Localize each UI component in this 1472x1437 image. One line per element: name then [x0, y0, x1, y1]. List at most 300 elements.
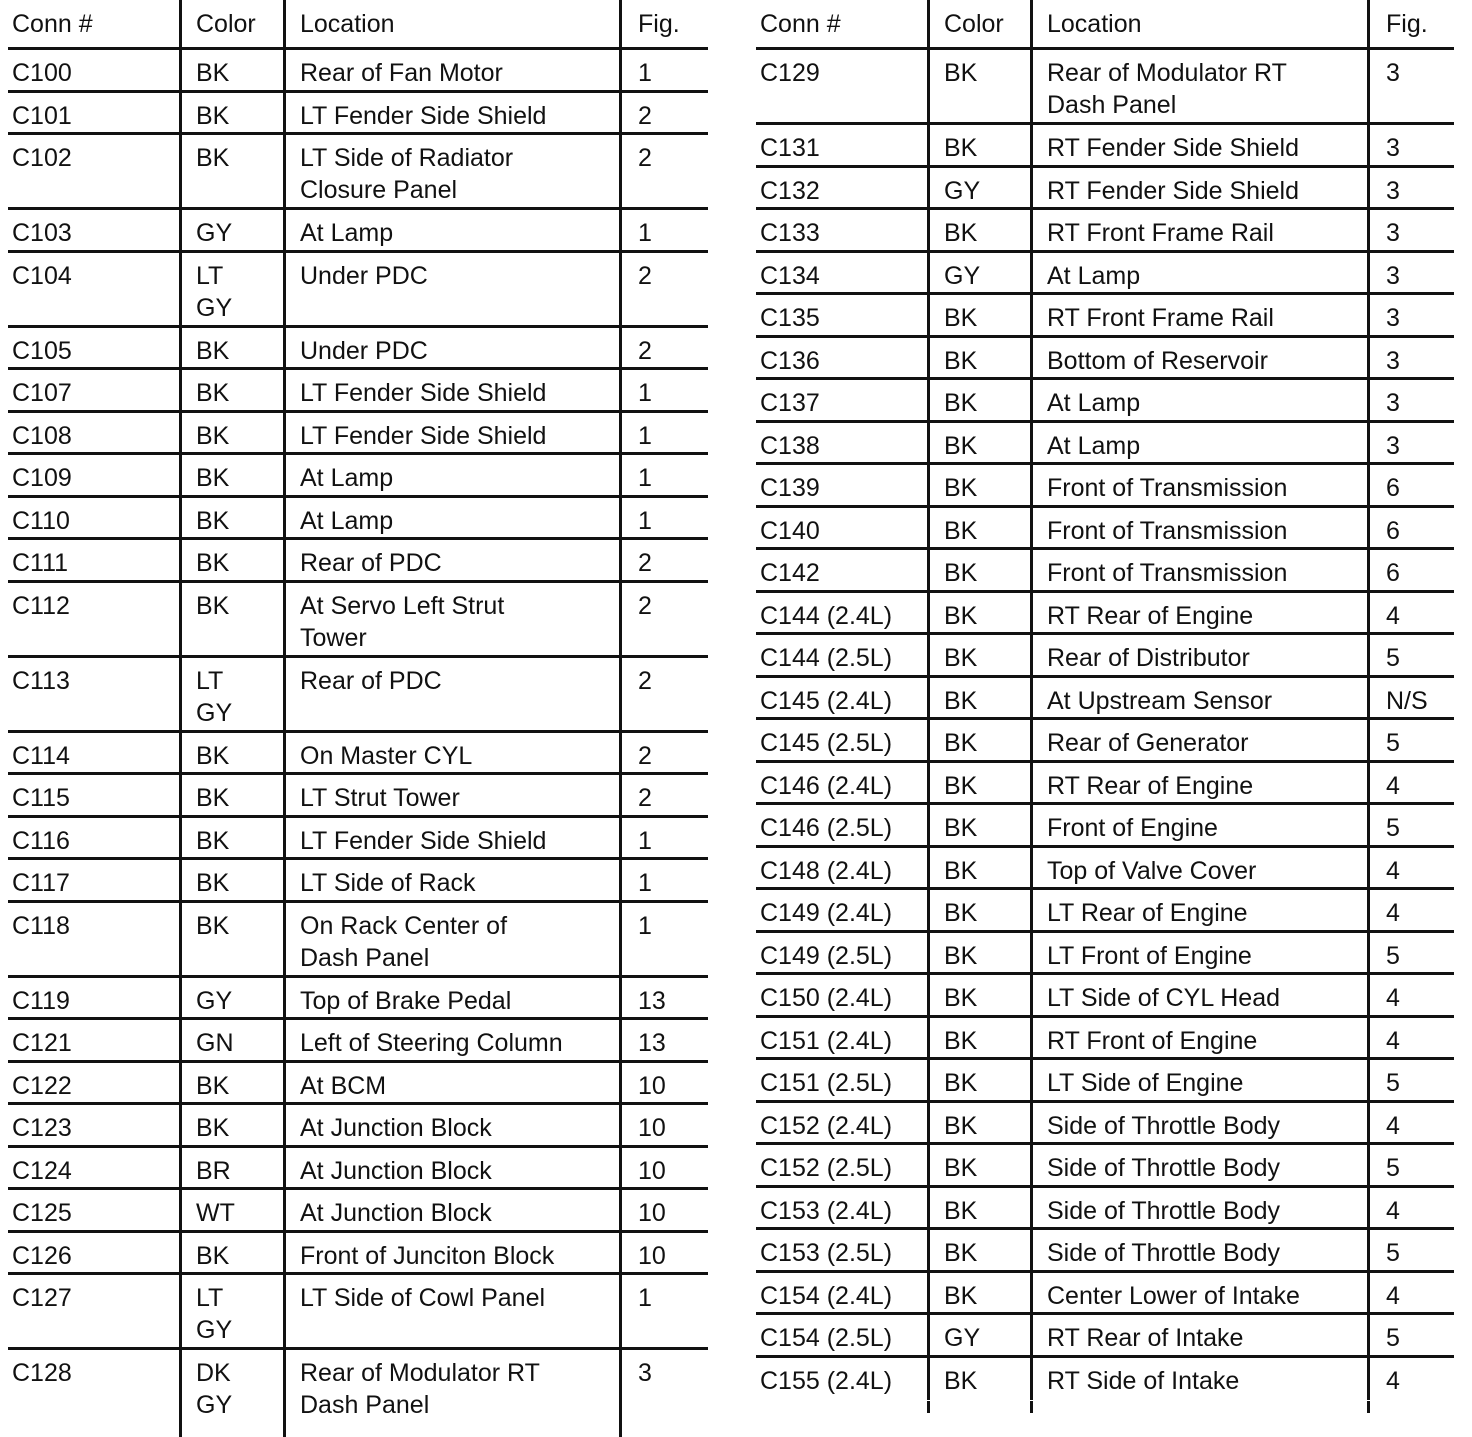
color-cell: BK [927, 1358, 1030, 1401]
conn-cell: C118 [12, 911, 70, 940]
table-row [756, 848, 1454, 891]
color-cell: BK [179, 455, 283, 495]
location-cell: At Servo Left Strut Tower [283, 583, 619, 655]
conn-cell: C107 [12, 379, 72, 407]
fig-cell: 4 [1367, 593, 1454, 633]
table-row [756, 1315, 1454, 1358]
color-cell: BK [179, 328, 283, 368]
location-cell: Front of Transmission [1030, 465, 1367, 505]
fig-cell: 3 [1367, 253, 1454, 293]
location-cell: RT Front Frame Rail [1030, 210, 1367, 250]
conn-cell: C145 (2.5L) [760, 729, 893, 757]
conn-cell: C134 [760, 261, 820, 290]
table-row [8, 903, 708, 978]
location-cell: Rear of Generator [1030, 720, 1367, 760]
table-row [756, 423, 1454, 466]
color-cell: BK [927, 805, 1030, 845]
table-row [756, 1018, 1454, 1061]
conn-cell: C136 [760, 346, 820, 375]
table-row [756, 720, 1454, 763]
color-cell: BK [927, 848, 1030, 888]
color-cell: BK [927, 210, 1030, 250]
column-rule [927, 1401, 930, 1413]
fig-cell: 1 [619, 903, 708, 975]
fig-cell: 4 [1367, 848, 1454, 888]
conn-cell: C101 [12, 101, 72, 130]
table-header-row [8, 0, 708, 50]
color-cell: BK [179, 93, 283, 133]
color-cell: BK [927, 975, 1030, 1015]
conn-cell: C150 (2.4L) [760, 984, 893, 1012]
fig-cell: 3 [1367, 125, 1454, 165]
location-cell: LT Rear of Engine [1030, 890, 1367, 930]
fig-cell: 1 [619, 860, 708, 900]
table-row [8, 1105, 708, 1148]
column-header-color: Color [927, 0, 1030, 47]
color-cell: BK [179, 775, 283, 815]
conn-cell: C113 [12, 666, 70, 695]
connector-table-right [756, 0, 1454, 1400]
color-cell: BK [927, 1273, 1030, 1313]
location-cell: On Master CYL [283, 733, 619, 773]
fig-cell: 10 [619, 1105, 708, 1145]
location-cell: At Lamp [1030, 380, 1367, 420]
color-cell: GY [927, 168, 1030, 208]
table-row [8, 370, 708, 413]
conn-cell: C153 (2.4L) [760, 1196, 893, 1225]
conn-cell: C132 [760, 176, 820, 205]
fig-cell: 4 [1367, 975, 1454, 1015]
table-row [756, 1145, 1454, 1188]
conn-cell: C142 [760, 559, 820, 587]
fig-cell: 1 [619, 1275, 708, 1347]
location-cell: At Junction Block [283, 1148, 619, 1188]
table-row [8, 135, 708, 210]
conn-cell: C111 [12, 549, 69, 577]
fig-cell: 10 [619, 1063, 708, 1103]
conn-cell: C152 (2.4L) [760, 1111, 893, 1140]
conn-cell: C151 (2.5L) [760, 1069, 893, 1097]
table-row [8, 455, 708, 498]
color-cell: BK [179, 903, 283, 975]
table-row [756, 1358, 1454, 1401]
column-rule [1367, 1401, 1370, 1413]
column-rule [1030, 1401, 1033, 1413]
fig-cell: 10 [619, 1190, 708, 1230]
location-cell: LT Fender Side Shield [283, 93, 619, 133]
table-row [8, 1233, 708, 1276]
color-cell: LT GY [179, 658, 283, 730]
location-cell: At Lamp [283, 498, 619, 538]
conn-cell: C129 [760, 59, 820, 87]
conn-cell: C131 [760, 134, 820, 162]
fig-cell: 2 [619, 583, 708, 655]
color-cell: BK [179, 733, 283, 773]
location-cell: At BCM [283, 1063, 619, 1103]
location-cell: LT Side of Radiator Closure Panel [283, 135, 619, 207]
location-cell: Side of Throttle Body [1030, 1230, 1367, 1270]
conn-cell: C135 [760, 304, 820, 332]
table-row [8, 978, 708, 1021]
color-cell: LT GY [179, 1275, 283, 1347]
conn-cell: C133 [760, 219, 820, 247]
fig-cell: 1 [619, 50, 708, 90]
table-row [756, 805, 1454, 848]
table-row [756, 210, 1454, 253]
color-cell: BK [179, 860, 283, 900]
color-cell: BK [927, 508, 1030, 548]
conn-cell: C146 (2.5L) [760, 814, 893, 842]
fig-cell: 10 [619, 1233, 708, 1273]
table-row [756, 1273, 1454, 1316]
color-cell: GY [927, 1315, 1030, 1355]
table-row [8, 658, 708, 733]
location-cell: Left of Steering Column [283, 1020, 619, 1060]
location-cell: LT Front of Engine [1030, 933, 1367, 973]
fig-cell: 4 [1367, 763, 1454, 803]
color-cell: BK [179, 498, 283, 538]
color-cell: BK [927, 1103, 1030, 1143]
table-row [756, 1103, 1454, 1146]
color-cell: BK [927, 465, 1030, 505]
conn-cell: C119 [12, 986, 70, 1015]
location-cell: At Lamp [283, 210, 619, 250]
table-row [756, 593, 1454, 636]
fig-cell: 3 [1367, 295, 1454, 335]
conn-cell: C102 [12, 144, 72, 172]
fig-cell: N/S [1367, 678, 1454, 718]
color-cell: BK [179, 583, 283, 655]
table-row [756, 933, 1454, 976]
location-cell: LT Side of Engine [1030, 1060, 1367, 1100]
fig-cell: 5 [1367, 805, 1454, 845]
conn-cell: C145 (2.4L) [760, 686, 893, 715]
table-row [756, 295, 1454, 338]
location-cell: Front of Engine [1030, 805, 1367, 845]
color-cell: BK [927, 423, 1030, 463]
table-row [756, 125, 1454, 168]
conn-cell: C144 (2.5L) [760, 644, 893, 672]
conn-cell: C125 [12, 1199, 72, 1227]
conn-cell: C140 [760, 516, 820, 545]
color-cell: BK [927, 1060, 1030, 1100]
column-header-color: Color [179, 0, 283, 47]
color-cell: BK [927, 678, 1030, 718]
table-row [756, 1188, 1454, 1231]
location-cell: LT Side of Rack [283, 860, 619, 900]
table-row [756, 380, 1454, 423]
table-row [756, 890, 1454, 933]
location-cell: LT Fender Side Shield [283, 413, 619, 453]
conn-cell: C138 [760, 431, 820, 460]
fig-cell: 1 [619, 818, 708, 858]
table-row [756, 635, 1454, 678]
color-cell: BK [927, 1188, 1030, 1228]
conn-cell: C127 [12, 1284, 72, 1312]
table-row [756, 1060, 1454, 1103]
color-cell: BK [927, 720, 1030, 760]
conn-cell: C153 (2.5L) [760, 1239, 893, 1267]
table-row [8, 1148, 708, 1191]
conn-cell: C146 (2.4L) [760, 771, 893, 800]
column-header-conn: Conn # [12, 10, 93, 38]
color-cell: BK [927, 635, 1030, 675]
fig-cell: 2 [619, 328, 708, 368]
fig-cell: 3 [619, 1350, 708, 1425]
table-row [756, 465, 1454, 508]
conn-cell: C154 (2.4L) [760, 1281, 893, 1310]
color-cell: BK [179, 50, 283, 90]
conn-cell: C108 [12, 421, 72, 450]
fig-cell: 4 [1367, 890, 1454, 930]
location-cell: RT Side of Intake [1030, 1358, 1367, 1401]
color-cell: BK [927, 933, 1030, 973]
table-row [8, 1350, 708, 1425]
location-cell: Top of Brake Pedal [283, 978, 619, 1018]
color-cell: BK [927, 295, 1030, 335]
fig-cell: 2 [619, 93, 708, 133]
table-row [756, 50, 1454, 125]
fig-cell: 3 [1367, 50, 1454, 122]
color-cell: BK [179, 370, 283, 410]
fig-cell: 3 [1367, 338, 1454, 378]
table-row [8, 253, 708, 328]
color-cell: GN [179, 1020, 283, 1060]
conn-cell: C151 (2.4L) [760, 1026, 893, 1055]
fig-cell: 4 [1367, 1358, 1454, 1401]
fig-cell: 1 [619, 498, 708, 538]
table-row [756, 678, 1454, 721]
conn-cell: C152 (2.5L) [760, 1154, 893, 1182]
color-cell: GY [179, 978, 283, 1018]
color-cell: BK [927, 338, 1030, 378]
fig-cell: 2 [619, 253, 708, 325]
conn-cell: C139 [760, 474, 820, 502]
location-cell: Side of Throttle Body [1030, 1103, 1367, 1143]
location-cell: Front of Transmission [1030, 550, 1367, 590]
fig-cell: 5 [1367, 1230, 1454, 1270]
table-row [8, 1020, 708, 1063]
fig-cell: 2 [619, 540, 708, 580]
fig-cell: 2 [619, 135, 708, 207]
fig-cell: 3 [1367, 210, 1454, 250]
fig-cell: 2 [619, 733, 708, 773]
conn-cell: C128 [12, 1359, 72, 1387]
fig-cell: 4 [1367, 1103, 1454, 1143]
location-cell: RT Front of Engine [1030, 1018, 1367, 1058]
fig-cell: 5 [1367, 1060, 1454, 1100]
location-cell: Side of Throttle Body [1030, 1188, 1367, 1228]
conn-cell: C117 [12, 869, 70, 897]
conn-cell: C149 (2.5L) [760, 941, 893, 970]
conn-cell: C110 [12, 506, 70, 535]
location-cell: RT Front Frame Rail [1030, 295, 1367, 335]
column-header-fig: Fig. [619, 0, 708, 47]
connector-table-left [8, 0, 708, 1425]
fig-cell: 13 [619, 978, 708, 1018]
table-row [8, 498, 708, 541]
color-cell: WT [179, 1190, 283, 1230]
table-row [8, 1190, 708, 1233]
location-cell: RT Fender Side Shield [1030, 125, 1367, 165]
fig-cell: 5 [1367, 635, 1454, 675]
location-cell: RT Fender Side Shield [1030, 168, 1367, 208]
conn-cell: C123 [12, 1114, 72, 1142]
color-cell: BK [179, 1105, 283, 1145]
location-cell: RT Rear of Engine [1030, 593, 1367, 633]
table-body-left [8, 50, 708, 1425]
location-cell: LT Side of CYL Head [1030, 975, 1367, 1015]
conn-cell: C124 [12, 1156, 72, 1185]
location-cell: Front of Junciton Block [283, 1233, 619, 1273]
color-cell: BK [927, 550, 1030, 590]
table-row [8, 1063, 708, 1106]
location-cell: On Rack Center of Dash Panel [283, 903, 619, 975]
conn-cell: C104 [12, 261, 72, 290]
table-row [8, 1275, 708, 1350]
fig-cell: 4 [1367, 1188, 1454, 1228]
column-rule [179, 1425, 182, 1437]
color-cell: BK [179, 1233, 283, 1273]
table-row [8, 818, 708, 861]
location-cell: At Lamp [1030, 253, 1367, 293]
color-cell: BR [179, 1148, 283, 1188]
fig-cell: 10 [619, 1148, 708, 1188]
table-row [756, 338, 1454, 381]
table-row [756, 168, 1454, 211]
color-cell: BK [927, 50, 1030, 122]
conn-cell: C144 (2.4L) [760, 601, 893, 630]
color-cell: BK [927, 1018, 1030, 1058]
table-row [8, 328, 708, 371]
color-cell: BK [927, 593, 1030, 633]
location-cell: LT Side of Cowl Panel [283, 1275, 619, 1347]
location-cell: Bottom of Reservoir [1030, 338, 1367, 378]
location-cell: Rear of Modulator RT Dash Panel [283, 1350, 619, 1425]
table-row [8, 583, 708, 658]
location-cell: Under PDC [283, 328, 619, 368]
location-cell: Front of Transmission [1030, 508, 1367, 548]
column-header-location: Location [283, 0, 619, 47]
conn-cell: C121 [12, 1029, 72, 1057]
fig-cell: 6 [1367, 550, 1454, 590]
conn-cell: C103 [12, 219, 72, 247]
fig-cell: 4 [1367, 1273, 1454, 1313]
fig-cell: 2 [619, 658, 708, 730]
conn-cell: C115 [12, 784, 70, 812]
location-cell: At Lamp [283, 455, 619, 495]
table-row [756, 763, 1454, 806]
conn-cell: C155 (2.4L) [760, 1366, 893, 1395]
location-cell: LT Fender Side Shield [283, 370, 619, 410]
fig-cell: 6 [1367, 508, 1454, 548]
column-header-location: Location [1030, 0, 1367, 47]
location-cell: RT Rear of Intake [1030, 1315, 1367, 1355]
fig-cell: 3 [1367, 380, 1454, 420]
fig-cell: 4 [1367, 1018, 1454, 1058]
fig-cell: 1 [619, 413, 708, 453]
color-cell: BK [927, 380, 1030, 420]
location-cell: Rear of Distributor [1030, 635, 1367, 675]
conn-cell: C149 (2.4L) [760, 899, 893, 927]
color-cell: BK [927, 1145, 1030, 1185]
location-cell: Top of Valve Cover [1030, 848, 1367, 888]
table-row [8, 733, 708, 776]
color-cell: BK [179, 1063, 283, 1103]
table-row [756, 508, 1454, 551]
color-cell: GY [179, 210, 283, 250]
conn-cell: C114 [12, 741, 70, 770]
fig-cell: 5 [1367, 1145, 1454, 1185]
fig-cell: 3 [1367, 168, 1454, 208]
location-cell: RT Rear of Engine [1030, 763, 1367, 803]
location-cell: Center Lower of Intake [1030, 1273, 1367, 1313]
color-cell: BK [927, 890, 1030, 930]
color-cell: BK [179, 413, 283, 453]
fig-cell: 13 [619, 1020, 708, 1060]
fig-cell: 6 [1367, 465, 1454, 505]
conn-cell: C116 [12, 826, 70, 855]
color-cell: BK [179, 540, 283, 580]
fig-cell: 1 [619, 455, 708, 495]
color-cell: BK [927, 1230, 1030, 1270]
fig-cell: 2 [619, 775, 708, 815]
table-row [756, 1230, 1454, 1273]
conn-cell: C109 [12, 464, 72, 492]
table-header-row [756, 0, 1454, 50]
color-cell: BK [179, 135, 283, 207]
location-cell: At Lamp [1030, 423, 1367, 463]
table-row [8, 860, 708, 903]
table-row [756, 550, 1454, 593]
column-header-fig: Fig. [1367, 0, 1454, 47]
table-row [756, 253, 1454, 296]
column-rule [283, 1425, 286, 1437]
location-cell: At Junction Block [283, 1105, 619, 1145]
table-body-right [756, 50, 1454, 1400]
location-cell: At Upstream Sensor [1030, 678, 1367, 718]
conn-cell: C137 [760, 389, 820, 417]
color-cell: GY [927, 253, 1030, 293]
conn-cell: C126 [12, 1241, 72, 1270]
location-cell: LT Strut Tower [283, 775, 619, 815]
column-rule [619, 1425, 622, 1437]
color-cell: BK [179, 818, 283, 858]
table-row [8, 413, 708, 456]
location-cell: LT Fender Side Shield [283, 818, 619, 858]
table-row [756, 975, 1454, 1018]
table-row [8, 540, 708, 583]
location-cell: At Junction Block [283, 1190, 619, 1230]
column-header-conn: Conn # [760, 10, 841, 38]
conn-cell: C122 [12, 1071, 72, 1100]
location-cell: Side of Throttle Body [1030, 1145, 1367, 1185]
color-cell: DK GY [179, 1350, 283, 1425]
fig-cell: 1 [619, 210, 708, 250]
color-cell: LT GY [179, 253, 283, 325]
fig-cell: 3 [1367, 423, 1454, 463]
color-cell: BK [927, 125, 1030, 165]
location-cell: Rear of PDC [283, 540, 619, 580]
table-row [8, 93, 708, 136]
conn-cell: C112 [12, 591, 70, 620]
location-cell: Rear of Modulator RT Dash Panel [1030, 50, 1367, 122]
location-cell: Under PDC [283, 253, 619, 325]
conn-cell: C100 [12, 59, 72, 87]
location-cell: Rear of Fan Motor [283, 50, 619, 90]
conn-cell: C148 (2.4L) [760, 856, 893, 885]
fig-cell: 5 [1367, 933, 1454, 973]
